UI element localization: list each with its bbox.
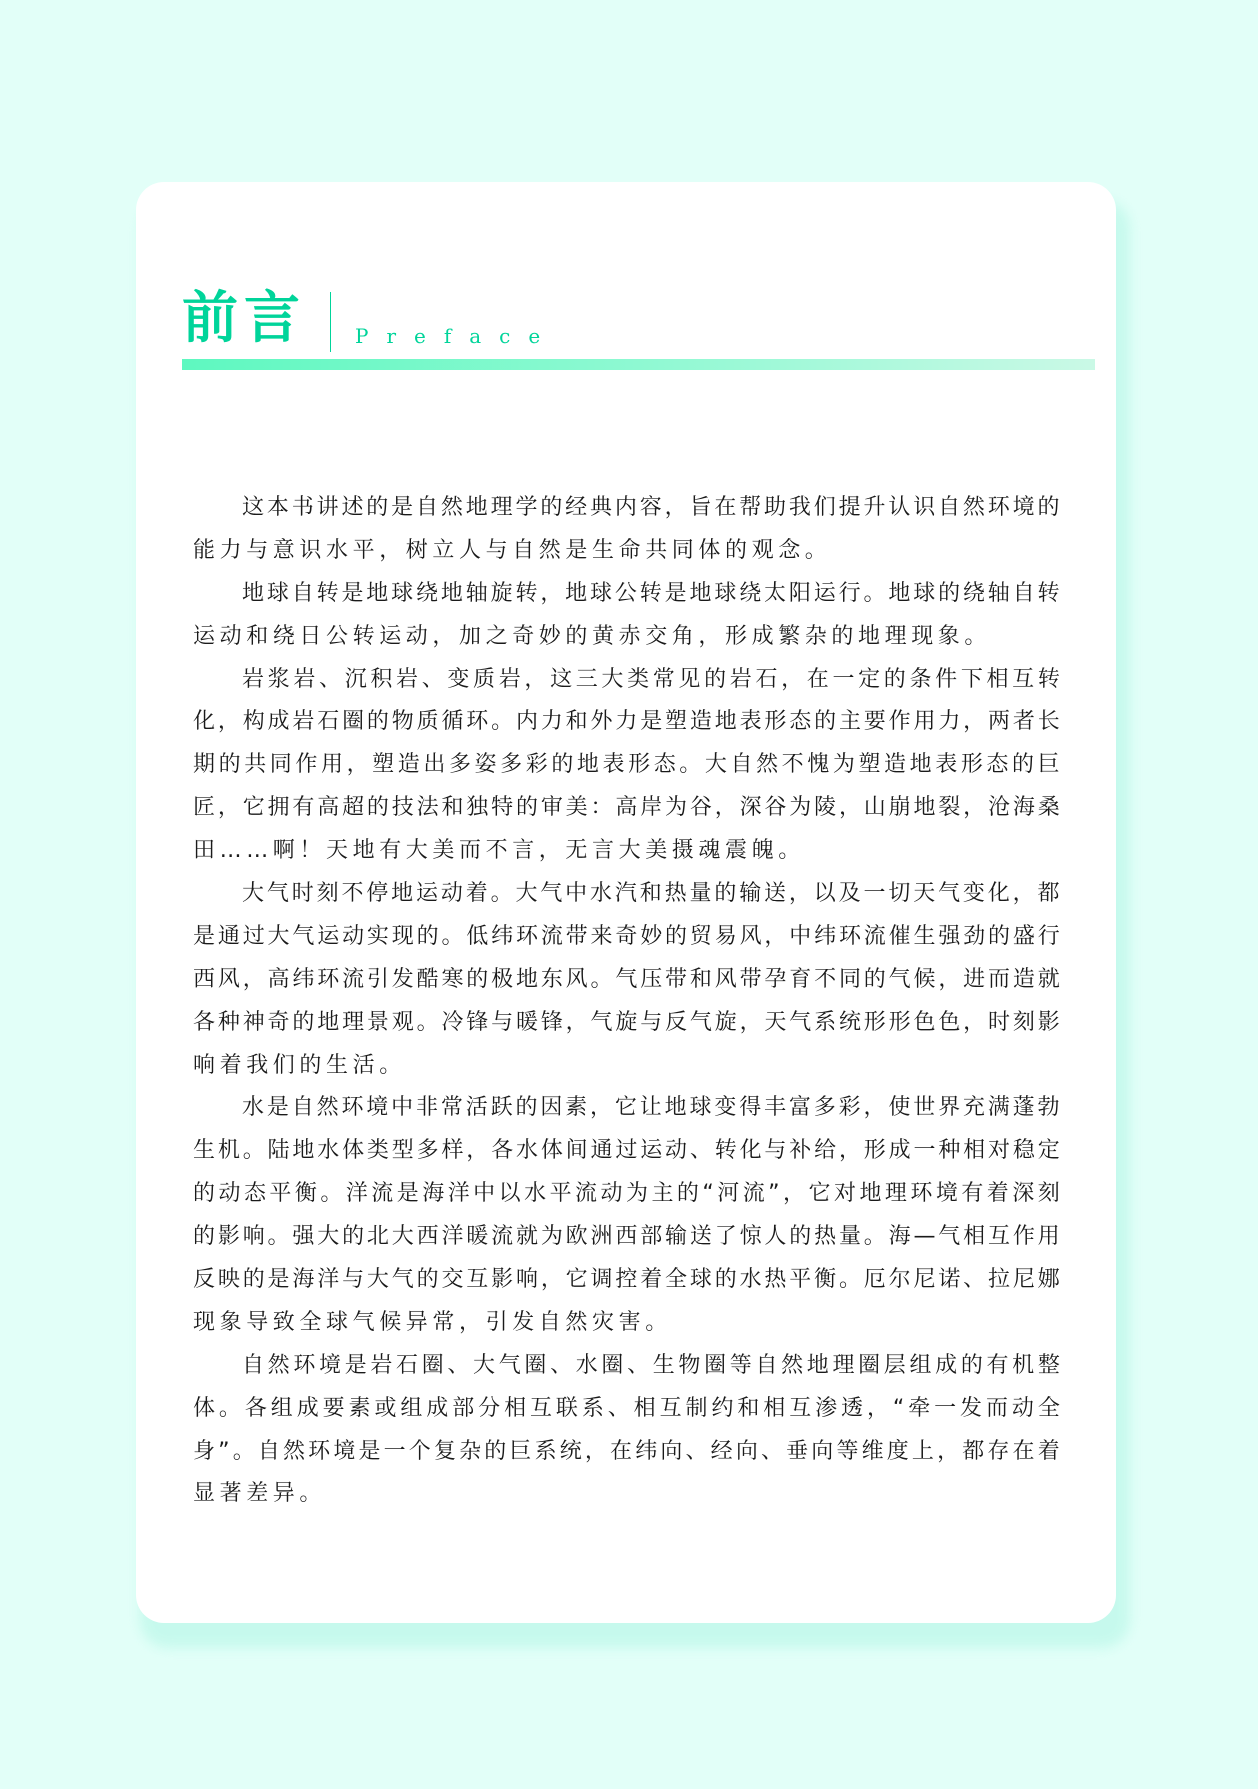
title-divider [330, 292, 331, 352]
paragraph-line: 现象导致全球气候异常，引发自然灾害。 [193, 1309, 672, 1335]
paragraph-line: 岩 浆 岩 、 沉 积 岩 、 变 质 岩 ， 这 三 大 类 常 见 的 岩 石 ， 在 一 定 的 条 件 下 相 互 转 [242, 666, 1060, 692]
paragraph-line: 自 然 环 境 是 岩 石 圈 、 大 气 圈 、 水 圈 、 生 物 圈 等 自 然 地 理 圈 层 组 成 的 有 机 整 [242, 1352, 1060, 1378]
paragraph-line: 田……啊！天地有大美而不言，无言大美摄魂震魄。 [193, 838, 805, 864]
paragraph-line: 的 影 响 。 强 大 的 北 大 西 洋 暖 流 就 为 欧 洲 西 部 输 送 了 惊 人 的 热 量 。 海 — 气 相 互 作 用 [193, 1224, 1060, 1250]
paragraph-line: 各 种 神 奇 的 地 理 景 观 。 冷 锋 与 暖 锋 ， 气 旋 与 反 气 旋 ， 天 气 系 统 形 形 色 色 ， 时 刻 影 [193, 1009, 1060, 1035]
paragraph-line: 西 风 ， 高 纬 环 流 引 发 酷 寒 的 极 地 东 风 。 气 压 带 和 风 带 孕 育 不 同 的 气 候 ， 进 而 造 就 [193, 966, 1060, 992]
page-title: 前言 [182, 285, 306, 351]
paragraph-line: 化 ， 构 成 岩 石 圈 的 物 质 循 环 。 内 力 和 外 力 是 塑 造 地 表 形 态 的 主 要 作 用 力 ， 两 者 长 [193, 709, 1060, 735]
paragraph-line: 这 本 书 讲 述 的 是 自 然 地 理 学 的 经 典 内 容 ， 旨 在 帮 助 我 们 提 升 认 识 自 然 环 境 的 [242, 495, 1060, 520]
paragraph-line: 匠 ， 它 拥 有 高 超 的 技 法 和 独 特 的 审 美 ： 高 岸 为 谷 ， 深 谷 为 陵 ， 山 崩 地 裂 ， 沧 海 桑 [193, 795, 1060, 821]
page-subtitle: Preface [355, 324, 559, 348]
paragraph-line: 身 ” 。 自 然 环 境 是 一 个 复 杂 的 巨 系 统 ， 在 纬 向 、 经 向 、 垂 向 等 维 度 上 ， 都 存 在 着 [193, 1438, 1060, 1464]
paragraph-line: 生 机 。 陆 地 水 体 类 型 多 样 ， 各 水 体 间 通 过 运 动 、 转 化 与 补 给 ， 形 成 一 种 相 对 稳 定 [193, 1138, 1060, 1164]
paragraph-line: 是 通 过 大 气 运 动 实 现 的 。 低 纬 环 流 带 来 奇 妙 的 贸 易 风 ， 中 纬 环 流 催 生 强 劲 的 盛 行 [193, 923, 1060, 949]
paragraph-line: 期 的 共 同 作 用 ， 塑 造 出 多 姿 多 彩 的 地 表 形 态 。 大 自 然 不 愧 为 塑 造 地 表 形 态 的 巨 [193, 752, 1060, 778]
preface-card [136, 182, 1116, 1623]
paragraph-line: 的 动 态 平 衡 。 洋 流 是 海 洋 中 以 水 平 流 动 为 主 的 “ 河 流 ” ， 它 对 地 理 环 境 有 着 深 刻 [193, 1181, 1060, 1207]
paragraph-line: 响着我们的生活。 [193, 1052, 406, 1078]
paragraph-line: 水 是 自 然 环 境 中 非 常 活 跃 的 因 素 ， 它 让 地 球 变 得 丰 富 多 彩 ， 使 世 界 充 满 蓬 勃 [242, 1095, 1060, 1121]
paragraph-line: 地 球 自 转 是 地 球 绕 地 轴 旋 转 ， 地 球 公 转 是 地 球 绕 太 阳 运 行 。 地 球 的 绕 轴 自 转 [242, 580, 1060, 606]
paragraph-line: 反 映 的 是 海 洋 与 大 气 的 交 互 影 响 ， 它 调 控 着 全 球 的 水 热 平 衡 。 厄 尔 尼 诺 、 拉 尼 娜 [193, 1267, 1060, 1293]
title-underline-bar [182, 359, 1095, 370]
paragraph-line: 体 。 各 组 成 要 素 或 组 成 部 分 相 互 联 系 、 相 互 制 约 和 相 互 渗 透 ， “ 牵 一 发 而 动 全 [193, 1395, 1060, 1421]
paragraph-line: 显著差异。 [193, 1481, 327, 1507]
paragraph-line: 大 气 时 刻 不 停 地 运 动 着 。 大 气 中 水 汽 和 热 量 的 输 送 ， 以 及 一 切 天 气 变 化 ， 都 [242, 881, 1060, 907]
preface-body [193, 487, 1060, 1516]
paragraph-line: 能力与意识水平，树立人与自然是生命共同体的观念。 [193, 537, 832, 563]
paragraph-line: 运动和绕日公转运动，加之奇妙的黄赤交角，形成繁杂的地理现象。 [193, 623, 992, 649]
